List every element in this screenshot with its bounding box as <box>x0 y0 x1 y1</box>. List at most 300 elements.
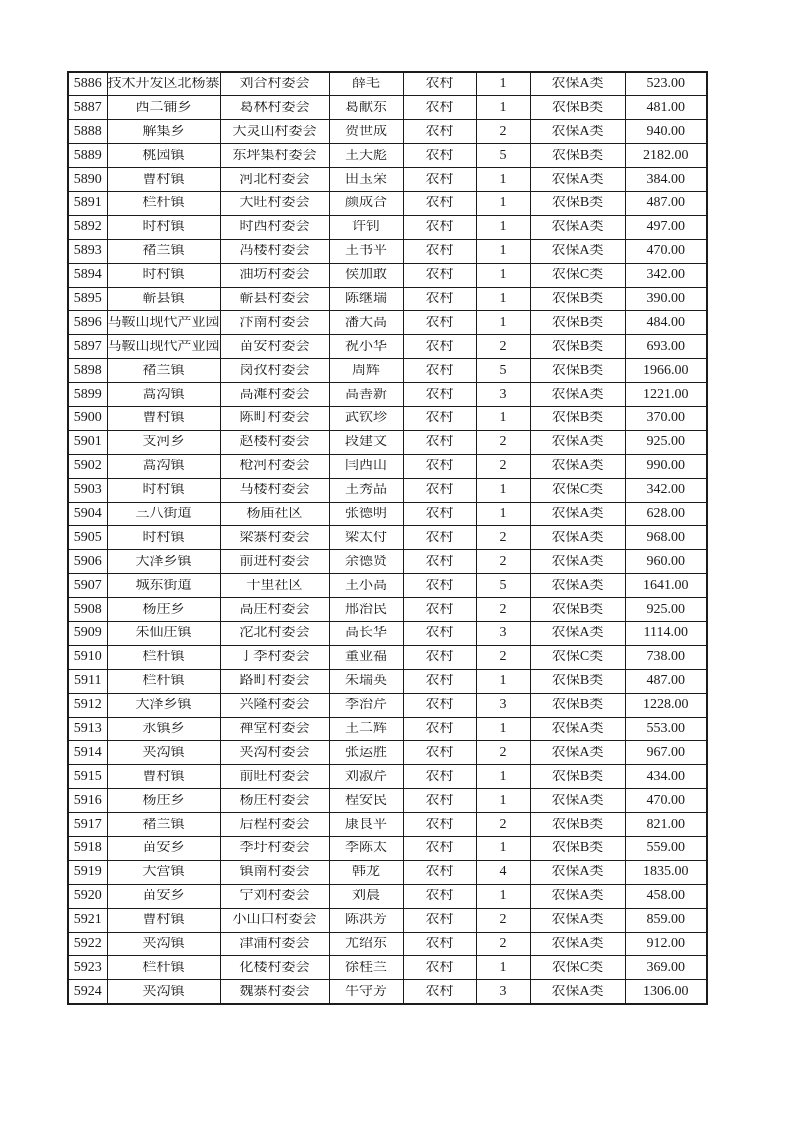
cell-village-committee <box>220 502 329 526</box>
serial-number-value: 5922 <box>73 937 102 951</box>
cell-person-count <box>476 335 530 359</box>
serial-number-value: 5889 <box>73 148 102 163</box>
cell-person-name <box>329 717 403 741</box>
person-count-value: 2 <box>499 435 507 450</box>
insurance-category-value: 农保B类 <box>551 148 604 163</box>
cell-amount <box>625 383 707 407</box>
cell-person-name <box>329 287 403 311</box>
cell-person-count <box>476 550 530 574</box>
village-committee-value: 禅堂村委会 <box>239 721 310 736</box>
cell-amount <box>625 120 707 144</box>
cell-household-type <box>403 693 476 717</box>
cell-township <box>107 502 220 526</box>
household-type-value: 农村 <box>425 363 454 378</box>
insurance-category-value: 农保B类 <box>551 363 604 378</box>
amount-value: 384.00 <box>646 172 685 187</box>
serial-number-value: 5923 <box>73 960 102 975</box>
village-committee-value: 梁寨村委会 <box>239 530 310 545</box>
village-committee-value: 时西村委会 <box>239 220 310 235</box>
person-count-value: 2 <box>499 459 507 474</box>
township-value: 杨庄乡 <box>142 602 185 617</box>
person-count-value: 5 <box>499 363 507 378</box>
village-committee-value: 沱北村委会 <box>239 626 310 641</box>
serial-number-value: 5906 <box>73 554 102 569</box>
amount-value: 940.00 <box>646 124 685 139</box>
insurance-category-value: 农保A类 <box>551 387 604 402</box>
table-row <box>68 693 707 717</box>
serial-number-value: 5892 <box>73 220 102 235</box>
cell-person-name <box>329 526 403 550</box>
person-name-value: 陈洪芳 <box>345 913 387 928</box>
township-value: 时村镇 <box>142 530 185 545</box>
township-value: 栏杆镇 <box>142 196 185 211</box>
cell-village-committee <box>220 908 329 932</box>
township-value: 时村镇 <box>142 268 185 283</box>
person-name-value: 刘淑芹 <box>345 769 387 784</box>
township-value: 曹村镇 <box>142 172 185 187</box>
village-committee-value: 后程村委会 <box>239 817 310 832</box>
person-name-value: 侯加敢 <box>345 268 387 283</box>
cell-serial-number <box>68 359 107 383</box>
cell-village-committee <box>220 454 329 478</box>
cell-insurance-category <box>530 287 625 311</box>
person-count-value: 1 <box>499 291 507 306</box>
serial-number-value: 5920 <box>73 889 102 904</box>
cell-village-committee <box>220 359 329 383</box>
cell-household-type <box>403 430 476 454</box>
person-name-value: 薛毛 <box>352 77 380 92</box>
cell-serial-number <box>68 908 107 932</box>
household-type-value: 农村 <box>425 578 454 593</box>
household-type-value: 农村 <box>425 506 454 521</box>
person-count-value: 2 <box>499 339 507 354</box>
amount-value: 967.00 <box>646 745 685 760</box>
cell-village-committee <box>220 120 329 144</box>
township-value: 褚兰镇 <box>142 363 185 378</box>
person-count-value: 1 <box>499 506 507 521</box>
cell-township <box>107 96 220 120</box>
village-committee-value: 蕲县村委会 <box>239 291 310 306</box>
township-value: 大泽乡镇 <box>135 698 192 713</box>
township-value: 马鞍山现代产业园 <box>107 339 220 354</box>
cell-township <box>107 359 220 383</box>
amount-value: 2182.00 <box>643 148 689 163</box>
cell-amount <box>625 669 707 693</box>
cell-household-type <box>403 335 476 359</box>
cell-amount <box>625 430 707 454</box>
person-count-value: 1 <box>499 220 507 235</box>
village-committee-value: 路町村委会 <box>239 674 310 689</box>
household-type-value: 农村 <box>425 315 454 330</box>
cell-serial-number <box>68 932 107 956</box>
table-row <box>68 837 707 861</box>
cell-township <box>107 789 220 813</box>
cell-household-type <box>403 215 476 239</box>
cell-insurance-category <box>530 478 625 502</box>
cell-township <box>107 144 220 168</box>
amount-value: 369.00 <box>646 960 685 975</box>
insurance-category-value: 农保C类 <box>551 483 604 498</box>
person-name-value: 尤绍东 <box>345 937 387 951</box>
cell-township <box>107 526 220 550</box>
cell-serial-number <box>68 96 107 120</box>
cell-amount <box>625 96 707 120</box>
cell-insurance-category <box>530 837 625 861</box>
cell-insurance-category <box>530 191 625 215</box>
cell-person-count <box>476 621 530 645</box>
township-value: 大营镇 <box>142 865 185 880</box>
person-count-value: 2 <box>499 817 507 832</box>
cell-insurance-category <box>530 239 625 263</box>
township-value: 时村镇 <box>142 220 185 235</box>
amount-value: 1221.00 <box>643 387 689 402</box>
cell-insurance-category <box>530 645 625 669</box>
person-name-value: 祝小华 <box>345 339 387 354</box>
person-count-value: 1 <box>499 77 507 92</box>
cell-township <box>107 168 220 192</box>
insurance-category-value: 农保B类 <box>551 339 604 354</box>
township-value: 解集乡 <box>142 124 185 139</box>
township-value: 栏杆镇 <box>142 650 185 665</box>
cell-amount <box>625 765 707 789</box>
cell-household-type <box>403 908 476 932</box>
amount-value: 553.00 <box>646 721 685 736</box>
cell-person-name <box>329 335 403 359</box>
cell-person-name <box>329 454 403 478</box>
village-committee-value: 津浦村委会 <box>239 937 310 951</box>
household-type-value: 农村 <box>425 889 454 904</box>
person-count-value: 4 <box>499 865 507 880</box>
amount-value: 487.00 <box>646 674 685 689</box>
insurance-category-value: 农保C类 <box>551 960 604 975</box>
person-count-value: 3 <box>499 626 507 641</box>
amount-value: 990.00 <box>646 459 685 474</box>
cell-serial-number <box>68 741 107 765</box>
cell-serial-number <box>68 837 107 861</box>
amount-value: 487.00 <box>646 196 685 211</box>
person-name-value: 贺世成 <box>345 124 387 139</box>
cell-serial-number <box>68 263 107 287</box>
person-name-value: 董业福 <box>345 650 387 665</box>
village-committee-value: 油坊村委会 <box>239 268 310 283</box>
village-committee-value: 夹沟村委会 <box>239 745 310 760</box>
cell-insurance-category <box>530 860 625 884</box>
township-value: 城东街道 <box>135 578 192 593</box>
insurance-category-value: 农保B类 <box>551 674 604 689</box>
insurance-category-value: 农保A类 <box>551 124 604 139</box>
amount-value: 484.00 <box>646 315 685 330</box>
cell-serial-number <box>68 621 107 645</box>
cell-village-committee <box>220 526 329 550</box>
cell-person-name <box>329 430 403 454</box>
household-type-value: 农村 <box>425 960 454 975</box>
serial-number-value: 5912 <box>73 698 102 713</box>
cell-village-committee <box>220 574 329 598</box>
cell-village-committee <box>220 72 329 96</box>
cell-person-count <box>476 383 530 407</box>
cell-village-committee <box>220 932 329 956</box>
amount-value: 434.00 <box>646 769 685 784</box>
household-type-value: 农村 <box>425 626 454 641</box>
cell-person-count <box>476 430 530 454</box>
cell-person-count <box>476 645 530 669</box>
cell-person-count <box>476 717 530 741</box>
table-row <box>68 813 707 837</box>
cell-serial-number <box>68 598 107 622</box>
person-name-value: 邢治民 <box>345 602 387 617</box>
insurance-category-value: 农保A类 <box>551 77 604 92</box>
serial-number-value: 5900 <box>73 411 102 426</box>
village-committee-value: 十里社区 <box>246 578 303 593</box>
cell-serial-number <box>68 765 107 789</box>
table-row <box>68 645 707 669</box>
household-type-value: 农村 <box>425 817 454 832</box>
cell-person-count <box>476 502 530 526</box>
cell-amount <box>625 239 707 263</box>
cell-serial-number <box>68 191 107 215</box>
insurance-category-value: 农保B类 <box>551 698 604 713</box>
cell-village-committee <box>220 860 329 884</box>
cell-township <box>107 598 220 622</box>
township-value: 曹村镇 <box>142 913 185 928</box>
table-row <box>68 359 707 383</box>
serial-number-value: 5917 <box>73 817 102 832</box>
village-committee-value: 宁刘村委会 <box>239 889 310 904</box>
cell-township <box>107 932 220 956</box>
cell-person-name <box>329 693 403 717</box>
cell-person-name <box>329 860 403 884</box>
serial-number-value: 5895 <box>73 291 102 306</box>
person-count-value: 5 <box>499 578 507 593</box>
cell-person-name <box>329 884 403 908</box>
cell-village-committee <box>220 215 329 239</box>
cell-household-type <box>403 717 476 741</box>
person-count-value: 5 <box>499 148 507 163</box>
village-committee-value: 枪河村委会 <box>239 459 310 474</box>
cell-person-name <box>329 980 403 1004</box>
cell-serial-number <box>68 669 107 693</box>
person-count-value: 1 <box>499 172 507 187</box>
cell-household-type <box>403 191 476 215</box>
household-type-value: 农村 <box>425 268 454 283</box>
insurance-category-value: 农保A类 <box>551 459 604 474</box>
person-count-value: 1 <box>499 100 507 115</box>
cell-amount <box>625 144 707 168</box>
household-type-value: 农村 <box>425 865 454 880</box>
cell-serial-number <box>68 550 107 574</box>
household-type-value: 农村 <box>425 244 454 259</box>
insurance-category-value: 农保A类 <box>551 937 604 951</box>
cell-amount <box>625 693 707 717</box>
insurance-category-value: 农保C类 <box>551 650 604 665</box>
amount-value: 628.00 <box>646 506 685 521</box>
village-committee-value: 马楼村委会 <box>239 483 310 498</box>
township-value: 永镇乡 <box>142 721 185 736</box>
cell-insurance-category <box>530 669 625 693</box>
village-committee-value: 刘合村委会 <box>239 77 310 92</box>
cell-insurance-category <box>530 335 625 359</box>
person-name-value: 高长华 <box>345 626 387 641</box>
cell-township <box>107 884 220 908</box>
serial-number-value: 5893 <box>73 244 102 259</box>
person-count-value: 1 <box>499 960 507 975</box>
cell-amount <box>625 813 707 837</box>
cell-person-count <box>476 263 530 287</box>
cell-person-count <box>476 526 530 550</box>
cell-person-name <box>329 168 403 192</box>
cell-amount <box>625 980 707 1004</box>
household-type-value: 农村 <box>425 172 454 187</box>
person-count-value: 1 <box>499 483 507 498</box>
person-count-value: 2 <box>499 124 507 139</box>
insurance-category-value: 农保A类 <box>551 220 604 235</box>
cell-township <box>107 263 220 287</box>
person-name-value: 潘大高 <box>345 315 387 330</box>
cell-person-count <box>476 215 530 239</box>
cell-amount <box>625 837 707 861</box>
village-committee-value: 小山口村委会 <box>232 913 317 928</box>
cell-serial-number <box>68 287 107 311</box>
household-type-value: 农村 <box>425 674 454 689</box>
person-count-value: 2 <box>499 650 507 665</box>
person-name-value: 高善新 <box>345 387 387 402</box>
household-type-value: 农村 <box>425 554 454 569</box>
amount-value: 470.00 <box>646 793 685 808</box>
cell-person-name <box>329 669 403 693</box>
cell-village-committee <box>220 980 329 1004</box>
cell-person-count <box>476 980 530 1004</box>
cell-amount <box>625 215 707 239</box>
amount-value: 968.00 <box>646 530 685 545</box>
amount-value: 912.00 <box>646 937 685 951</box>
cell-person-count <box>476 311 530 335</box>
cell-serial-number <box>68 311 107 335</box>
person-count-value: 2 <box>499 913 507 928</box>
cell-person-name <box>329 598 403 622</box>
cell-insurance-category <box>530 980 625 1004</box>
serial-number-value: 5921 <box>73 913 102 928</box>
cell-serial-number <box>68 956 107 980</box>
cell-person-name <box>329 406 403 430</box>
cell-township <box>107 550 220 574</box>
table-row <box>68 574 707 598</box>
township-value: 杨庄乡 <box>142 793 185 808</box>
cell-village-committee <box>220 287 329 311</box>
township-value: 夹沟镇 <box>142 937 185 951</box>
cell-amount <box>625 860 707 884</box>
cell-person-count <box>476 239 530 263</box>
cell-person-count <box>476 454 530 478</box>
cell-village-committee <box>220 144 329 168</box>
table-row <box>68 215 707 239</box>
cell-village-committee <box>220 717 329 741</box>
cell-person-count <box>476 693 530 717</box>
person-name-value: 王天彪 <box>345 148 387 163</box>
table-row <box>68 168 707 192</box>
cell-township <box>107 478 220 502</box>
amount-value: 821.00 <box>646 817 685 832</box>
cell-household-type <box>403 168 476 192</box>
cell-person-count <box>476 741 530 765</box>
cell-village-committee <box>220 263 329 287</box>
person-name-value: 程安民 <box>345 793 387 808</box>
cell-household-type <box>403 406 476 430</box>
records-table <box>67 71 708 1005</box>
cell-amount <box>625 191 707 215</box>
person-count-value: 2 <box>499 937 507 951</box>
cell-village-committee <box>220 430 329 454</box>
person-name-value: 王秀品 <box>345 483 387 498</box>
person-name-value: 徐桂兰 <box>345 960 387 975</box>
cell-household-type <box>403 454 476 478</box>
person-count-value: 1 <box>499 196 507 211</box>
person-name-value: 李治芹 <box>345 698 387 713</box>
cell-insurance-category <box>530 932 625 956</box>
serial-number-value: 5915 <box>73 769 102 784</box>
cell-township <box>107 717 220 741</box>
person-name-value: 闫西山 <box>345 459 387 474</box>
household-type-value: 农村 <box>425 196 454 211</box>
table-row <box>68 932 707 956</box>
serial-number-value: 5902 <box>73 459 102 474</box>
household-type-value: 农村 <box>425 913 454 928</box>
cell-household-type <box>403 72 476 96</box>
serial-number-value: 5887 <box>73 100 102 115</box>
cell-village-committee <box>220 669 329 693</box>
amount-value: 960.00 <box>646 554 685 569</box>
person-count-value: 3 <box>499 984 507 999</box>
cell-serial-number <box>68 789 107 813</box>
cell-insurance-category <box>530 96 625 120</box>
township-value: 褚兰镇 <box>142 244 185 259</box>
cell-person-name <box>329 621 403 645</box>
table-row <box>68 621 707 645</box>
cell-person-count <box>476 120 530 144</box>
serial-number-value: 5896 <box>73 315 102 330</box>
cell-person-name <box>329 741 403 765</box>
cell-household-type <box>403 932 476 956</box>
cell-insurance-category <box>530 908 625 932</box>
cell-amount <box>625 598 707 622</box>
cell-township <box>107 908 220 932</box>
township-value: 蕲县镇 <box>142 291 185 306</box>
insurance-category-value: 农保A类 <box>551 578 604 593</box>
table-row <box>68 980 707 1004</box>
insurance-category-value: 农保A类 <box>551 913 604 928</box>
cell-township <box>107 191 220 215</box>
village-committee-value: 岗孜村委会 <box>239 363 310 378</box>
person-count-value: 1 <box>499 721 507 736</box>
table-row <box>68 789 707 813</box>
cell-serial-number <box>68 813 107 837</box>
person-name-value: 田玉荣 <box>345 172 387 187</box>
cell-insurance-category <box>530 406 625 430</box>
village-committee-value: 兴隆村委会 <box>239 698 310 713</box>
cell-village-committee <box>220 239 329 263</box>
cell-person-name <box>329 502 403 526</box>
household-type-value: 农村 <box>425 530 454 545</box>
cell-insurance-category <box>530 526 625 550</box>
cell-insurance-category <box>530 311 625 335</box>
cell-household-type <box>403 263 476 287</box>
insurance-category-value: 农保B类 <box>551 841 604 856</box>
table-row <box>68 335 707 359</box>
household-type-value: 农村 <box>425 148 454 163</box>
amount-value: 859.00 <box>646 913 685 928</box>
insurance-category-value: 农保B类 <box>551 196 604 211</box>
cell-serial-number <box>68 120 107 144</box>
insurance-category-value: 农保A类 <box>551 506 604 521</box>
